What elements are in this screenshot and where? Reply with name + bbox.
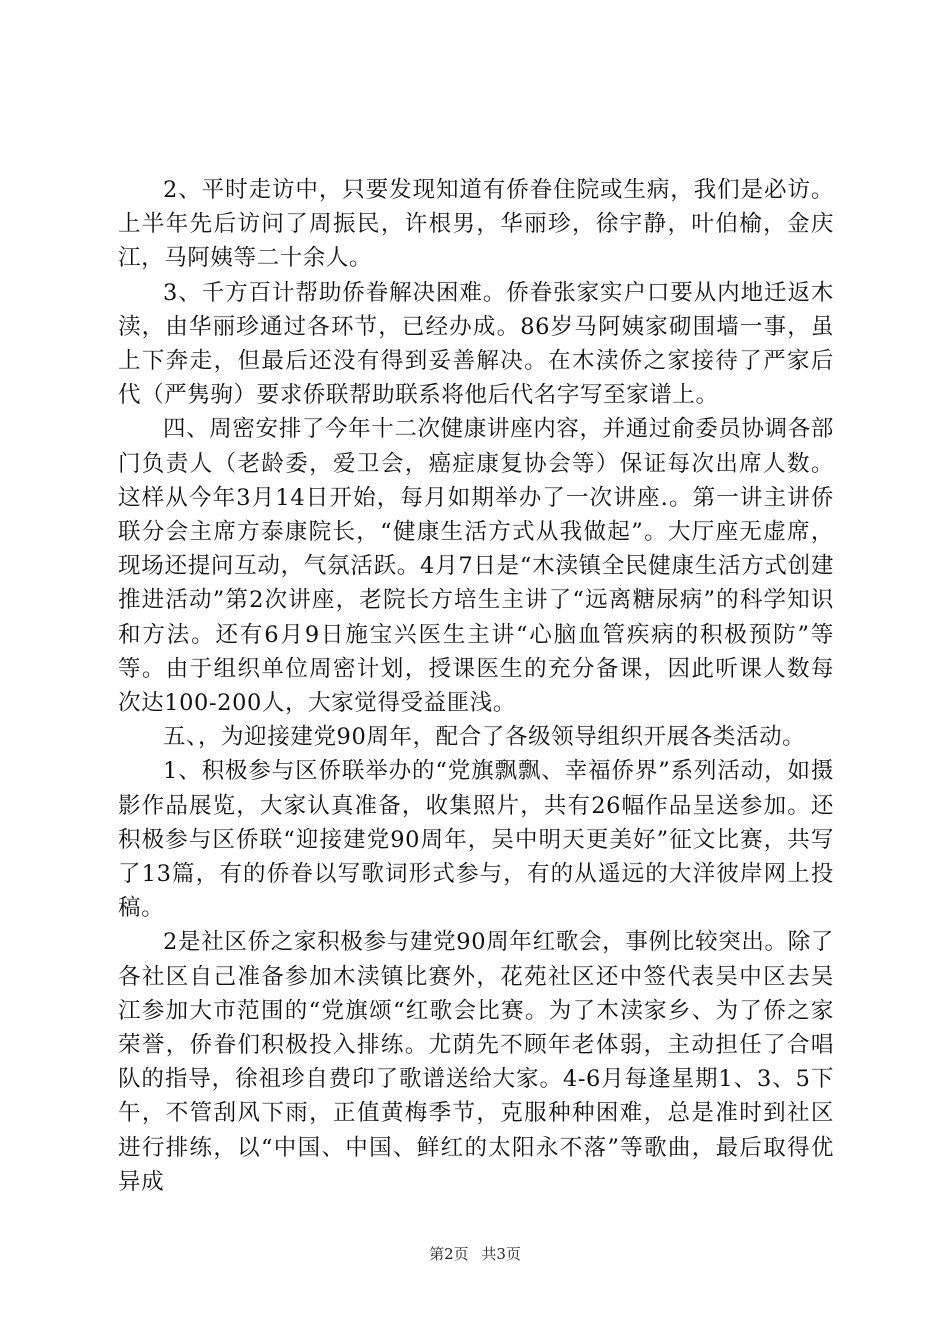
- paragraph-red-song-contest: 2是社区侨之家积极参与建党90周年红歌会，事例比较突出。除了各社区自己准备参加木渎镇比赛外，花苑社区还中签代表吴中区去吴江参加大市范围的“党旗颂“红歌会比赛。为了木渎家乡、为了侨之家荣誉，侨眷们积极投入排练。尤荫先不顾年老体弱，主动担任了合唱队的指导，徐祖珍自费印了歌谱送给大家。4-6月每逢星期1、3、5下午，不管刮风下雨，正值黄梅季节，克服种种困难，总是准时到社区进行排练，以“中国、中国、鲜红的太阳永不落”等歌曲，最后取得优异成: [118, 929, 834, 1195]
- page-total: 共3页: [481, 1245, 521, 1263]
- page-footer: [0, 1244, 950, 1264]
- document-body: [118, 173, 834, 1199]
- paragraph-party-anniversary: 五、，为迎接建党90周年，配合了各级领导组织开展各类活动。: [163, 724, 806, 751]
- paragraph-health-lectures: 四、周密安排了今年十二次健康讲座内容，并通过俞委员协调各部门负责人（老龄委，爱卫会，癌症康复协会等）保证每次出席人数。这样从今年3月14日开始，每月如期举办了一次讲座.。第一讲主讲侨联分会主席方泰康院长，“健康生活方式从我做起”。大厅座无虚席，现场还提问互动，气氛活跃。4月7日是“木渎镇全民健康生活方式创建推进活动”第2次讲座，老院长方培生主讲了“远离糖尿病”的科学知识和方法。还有6月9日施宝兴医生主讲“心脑血管疾病的积极预防”等等。由于组织单位周密计划，授课医生的充分备课，因此听课人数每次达100-200人，大家觉得受益匪浅。: [118, 416, 834, 717]
- paragraph-visit-patients: 2、平时走访中，只要发现知道有侨眷住院或生病，我们是必访。上半年先后访问了周振民，许根男，华丽珍，徐宇静，叶伯榆，金庆江，马阿姨等二十余人。: [118, 177, 834, 272]
- paragraph-help-difficulties: 3、千方百计帮助侨眷解决困难。侨眷张家实户口要从内地迁返木渎，由华丽珍通过各环节，已经办成。86岁马阿姨家砌围墙一事，虽上下奔走，但最后还没有得到妥善解决。在木渎侨之家接待了严家后代（严隽驹）要求侨联帮助联系将他后代名字写至家谱上。: [118, 279, 834, 409]
- paragraph-photo-essay-activities: 1、积极参与区侨联举办的“党旗飘飘、幸福侨界”系列活动，如摄影作品展览，大家认真准备，收集照片，共有26幅作品呈送参加。还积极参与区侨联“迎接建党90周年，吴中明天更美好”征文比赛，共写了13篇，有的侨眷以写歌词形式参与，有的从遥远的大洋彼岸网上投稿。: [118, 758, 834, 922]
- page-number: 第2页: [429, 1245, 469, 1263]
